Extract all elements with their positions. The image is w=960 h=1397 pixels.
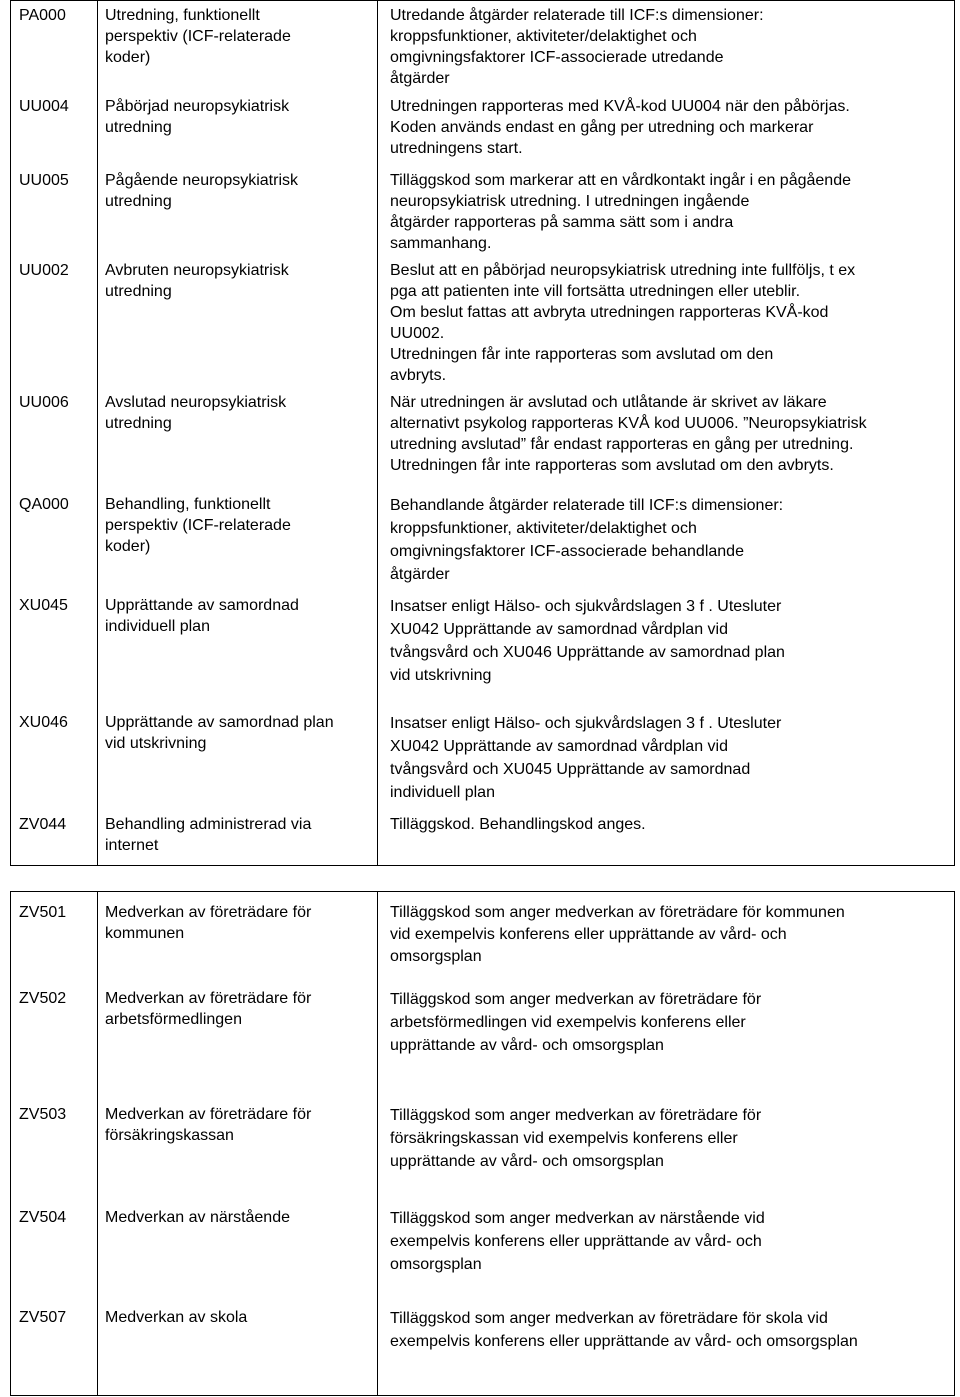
table-border-right bbox=[954, 891, 955, 1396]
column-divider bbox=[97, 0, 98, 866]
table-border-top bbox=[10, 891, 955, 892]
table-border-left bbox=[10, 0, 11, 866]
code-cell: PA000 bbox=[19, 7, 66, 24]
table-border-bottom bbox=[10, 865, 955, 866]
name-cell: Medverkan av närstående bbox=[105, 1209, 290, 1226]
description-cell: Tilläggskod som markerar att en vårdkontakt ingår i en pågående neuropsykiatrisk utredning. I utredningen ingående åtgärder rapporteras på samma sätt som i andra sammanhang. bbox=[390, 172, 851, 252]
code-cell: ZV504 bbox=[19, 1209, 67, 1226]
name-cell: Utredning, funktionellt perspektiv (ICF-relaterade koder) bbox=[105, 7, 291, 66]
name-cell: Medverkan av företrädare för kommunen bbox=[105, 904, 312, 942]
description-cell: Tilläggskod som anger medverkan av närstående vid exempelvis konferens eller upprättande av vård- och omsorgsplan bbox=[390, 1210, 765, 1273]
code-table-1 bbox=[10, 0, 955, 866]
description-cell: Tilläggskod som anger medverkan av företrädare för kommunen vid exempelvis konferens eller upprättande av vård- och omsorgsplan bbox=[390, 904, 845, 965]
description-cell: Tilläggskod som anger medverkan av företrädare för försäkringskassan vid exempelvis konferens eller upprättande av vård- och omsorgsplan bbox=[390, 1107, 762, 1170]
name-cell: Påbörjad neuropsykiatrisk utredning bbox=[105, 98, 290, 136]
code-cell: ZV507 bbox=[19, 1309, 67, 1326]
code-cell: ZV044 bbox=[19, 816, 67, 833]
description-cell: Tilläggskod. Behandlingskod anges. bbox=[390, 816, 646, 833]
description-cell: Tilläggskod som anger medverkan av företrädare för skola vid exempelvis konferens eller upprättande av vård- och omsorgsplan bbox=[390, 1310, 858, 1350]
description-cell: Tilläggskod som anger medverkan av företrädare för arbetsförmedlingen vid exempelvis konferens eller upprättande av vård- och omsorgsplan bbox=[390, 991, 762, 1054]
table-border-left bbox=[10, 891, 11, 1396]
name-cell: Upprättande av samordnad individuell plan bbox=[105, 597, 299, 635]
table-border-right bbox=[954, 0, 955, 866]
name-cell: Medverkan av företrädare för försäkringskassan bbox=[105, 1106, 312, 1144]
description-cell: Behandlande åtgärder relaterade till ICF:s dimensioner: kroppsfunktioner, aktiviteter/delaktighet och omgivningsfaktorer ICF-associerade behandlande åtgärder bbox=[390, 497, 784, 583]
name-cell: Medverkan av skola bbox=[105, 1309, 248, 1326]
column-divider bbox=[377, 891, 378, 1396]
code-cell: UU005 bbox=[19, 172, 69, 189]
code-cell: QA000 bbox=[19, 496, 69, 513]
name-cell: Behandling, funktionellt perspektiv (ICF-relaterade koder) bbox=[105, 496, 291, 555]
table-border-top bbox=[10, 0, 955, 1]
name-cell: Avbruten neuropsykiatrisk utredning bbox=[105, 262, 289, 300]
code-cell: ZV502 bbox=[19, 990, 67, 1007]
code-cell: UU002 bbox=[19, 262, 69, 279]
code-cell: XU045 bbox=[19, 597, 68, 614]
description-cell: Insatser enligt Hälso- och sjukvårdslagen 3 f . Utesluter XU042 Upprättande av samordnad vårdplan vid tvångsvård och XU045 Upprättande av samordnad individuell plan bbox=[390, 715, 782, 801]
name-cell: Avslutad neuropsykiatrisk utredning bbox=[105, 394, 287, 432]
description-cell: Utredande åtgärder relaterade till ICF:s dimensioner: kroppsfunktioner, aktiviteter/delaktighet och omgivningsfaktorer ICF-associerade utredande åtgärder bbox=[390, 7, 764, 87]
column-divider bbox=[97, 891, 98, 1396]
table-border-bottom bbox=[10, 1395, 955, 1396]
name-cell: Medverkan av företrädare för arbetsförmedlingen bbox=[105, 990, 312, 1028]
description-cell: När utredningen är avslutad och utlåtande är skrivet av läkare alternativt psykolog rapporteras KVÅ kod UU006. ”Neuropsykiatrisk utredning avslutad” får endast rapporteras en gång per utredning. Utredningen får inte rapporteras som avslutad om den avbryts. bbox=[390, 394, 867, 474]
code-cell: XU046 bbox=[19, 714, 68, 731]
name-cell: Upprättande av samordnad plan vid utskrivning bbox=[105, 714, 334, 752]
code-table-2 bbox=[10, 891, 955, 1396]
code-cell: UU006 bbox=[19, 394, 69, 411]
description-cell: Insatser enligt Hälso- och sjukvårdslagen 3 f . Utesluter XU042 Upprättande av samordnad vårdplan vid tvångsvård och XU046 Upprättande av samordnad plan vid utskrivning bbox=[390, 598, 785, 684]
column-divider bbox=[377, 0, 378, 866]
code-cell: UU004 bbox=[19, 98, 69, 115]
name-cell: Pågående neuropsykiatrisk utredning bbox=[105, 172, 299, 210]
description-cell: Utredningen rapporteras med KVÅ-kod UU004 när den påbörjas. Koden används endast en gång per utredning och markerar utredningens start. bbox=[390, 98, 850, 157]
code-cell: ZV503 bbox=[19, 1106, 67, 1123]
description-cell: Beslut att en påbörjad neuropsykiatrisk utredning inte fullföljs, t ex pga att patienten inte vill fortsätta utredningen eller uteblir. Om beslut fattas att avbryta utredningen rapporteras KVÅ-kod UU002. Utredningen får inte rapporteras som avslutad om den avbryts. bbox=[390, 262, 856, 384]
code-cell: ZV501 bbox=[19, 904, 67, 921]
name-cell: Behandling administrerad via internet bbox=[105, 816, 312, 854]
